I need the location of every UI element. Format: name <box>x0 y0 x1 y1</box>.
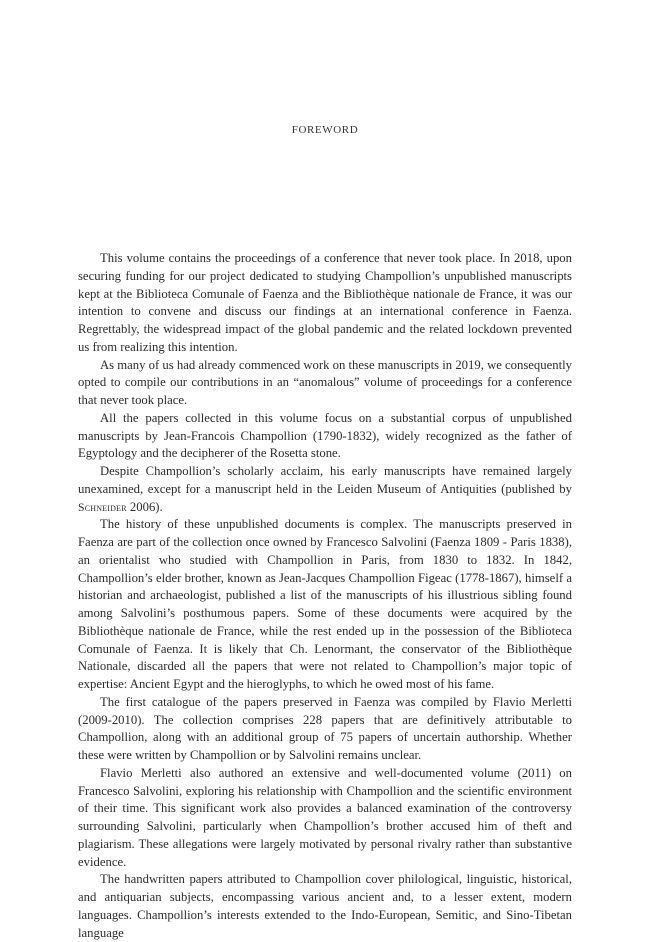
paragraph: The first catalogue of the papers preserved in Faenza was compiled by Flavio Merletti (2009-2010). The collection comprises 228 papers that are definitively attributable to Champollion, along with an additional group of 75 papers of uncertain authorship. Whether these were written by Champollion or by Salvolini remains unclear. <box>78 694 572 762</box>
paragraph: Flavio Merletti also authored an extensive and well-documented volume (2011) on Francesco Salvolini, exploring his relationship with Champollion and the scientific environment of their time. This significant work also provides a balanced examination of the controversy surrounding Salvolini, particularly when Champollion’s brother accused him of theft and plagiarism. These allegations were largely motivated by personal rivalry rather than substantive evidence. <box>78 765 572 869</box>
citation-author: Schneider <box>78 500 127 514</box>
body-text <box>78 250 572 942</box>
paragraph-text: Despite Champollion’s scholarly acclaim, his early manuscripts have remained largely unexamined, except for a manuscript held in the Leiden Museum of Antiquities (published by <box>78 464 572 496</box>
paragraph: The handwritten papers attributed to Champollion cover philological, linguistic, historical, and antiquarian subjects, encompassing various ancient and, to a lesser extent, modern languages. Champollion’s interests extended to the Indo-European, Semitic, and Sino-Tibetan language <box>78 872 572 940</box>
paragraph: All the papers collected in this volume focus on a substantial corpus of unpublished manuscripts by Jean-Francois Champollion (1790-1832), widely recognized as the father of Egyptology and the decipherer of the Rosetta stone. <box>78 410 572 461</box>
paragraph: The history of these unpublished documents is complex. The manuscripts preserved in Faenza are part of the collection once owned by Francesco Salvolini (Faenza 1809 - Paris 1838), an orientalist who studied with Champollion in Paris, from 1830 to 1832. In 1842, Champollion’s elder brother, known as Jean-Jacques Champollion Figeac (1778-1867), himself a historian and archaeologist, published a list of the manuscripts of his illustrious sibling found among Salvolini’s posthumous papers. Some of these documents were acquired by the Bibliothèque nationale de France, while the rest ended up in the possession of the Biblioteca Comunale of Faenza. It is likely that Ch. Lenormant, the conservator of the Bibliothèque Nationale, discarded all the papers that were not related to Champollion’s major topic of expertise: Ancient Egypt and the hieroglyphs, to which he owed most of his fame. <box>78 517 572 691</box>
page-heading: FOREWORD <box>291 124 359 136</box>
paragraph: As many of us had already commenced work on these manuscripts in 2019, we consequently opted to compile our contributions in an “anomalous” volume of proceedings for a conference that never took place. <box>78 357 572 407</box>
paragraph: This volume contains the proceedings of a conference that never took place. In 2018, upon securing funding for our project dedicated to studying Champollion’s unpublished manuscripts kept at the Biblioteca Comunale of Faenza and the Bibliothèque nationale de France, it was our intention to convene and discuss our findings at an international conference in Faenza. Regrettably, the widespread impact of the global pandemic and the related lockdown prevented us from realizing this intention. <box>78 251 572 354</box>
paragraph <box>78 463 572 516</box>
paragraph-text: 2006). <box>126 499 163 514</box>
